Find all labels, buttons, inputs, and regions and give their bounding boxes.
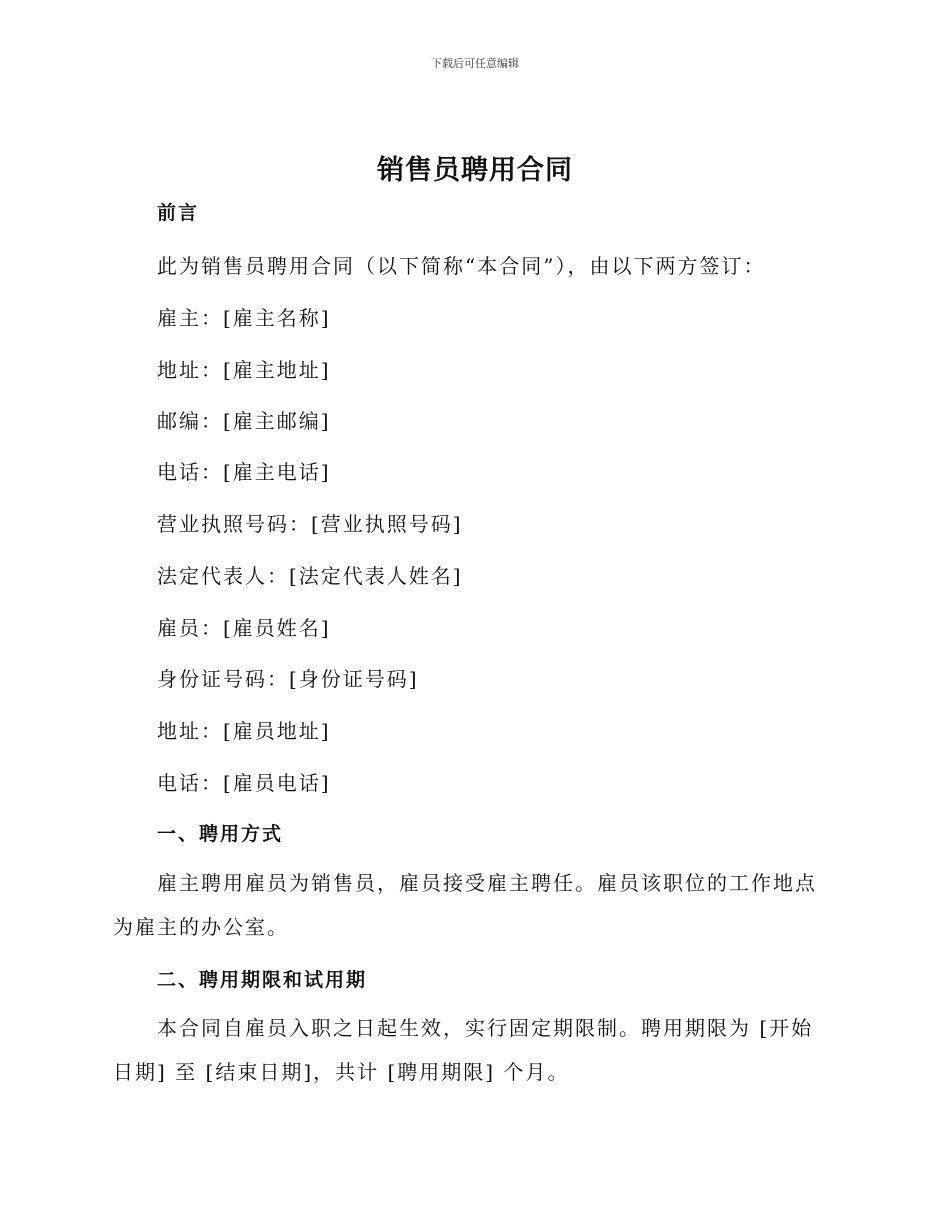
header-note: 下载后可任意编辑 [431, 57, 519, 70]
section1-text: 雇主聘用雇员为销售员，雇员接受雇主聘任。雇员该职位的工作地点为雇主的办公室。 [113, 871, 817, 939]
field-business-license: 营业执照号码：[营业执照号码] [157, 512, 463, 536]
field-employee-phone: 电话：[雇员电话] [157, 771, 331, 795]
field-employee-name: 雇员：[雇员姓名] [157, 616, 331, 640]
field-employee-id: 身份证号码：[身份证号码] [157, 667, 419, 691]
section1-heading: 一、聘用方式 [157, 823, 284, 845]
field-employer-postcode: 邮编：[雇主邮编] [157, 409, 331, 433]
preface-heading: 前言 [157, 202, 200, 224]
field-employer-name: 雇主：[雇主名称] [157, 306, 331, 330]
intro-text: 此为销售员聘用合同（以下简称“本合同”），由以下两方签订： [157, 254, 766, 278]
document-title: 销售员聘用合同 [377, 155, 573, 186]
field-employee-address: 地址：[雇员地址] [157, 719, 331, 743]
field-legal-representative: 法定代表人：[法定代表人姓名] [157, 564, 463, 588]
section2-text: 本合同自雇员入职之日起生效，实行固定期限制。聘用期限为 [开始日期] 至 [结束日期]，共计 [聘用期限] 个月。 [113, 1016, 814, 1084]
section2-heading: 二、聘用期限和试用期 [157, 969, 368, 991]
field-employer-address: 地址：[雇主地址] [157, 358, 331, 382]
field-employer-phone: 电话：[雇主电话] [157, 460, 331, 484]
